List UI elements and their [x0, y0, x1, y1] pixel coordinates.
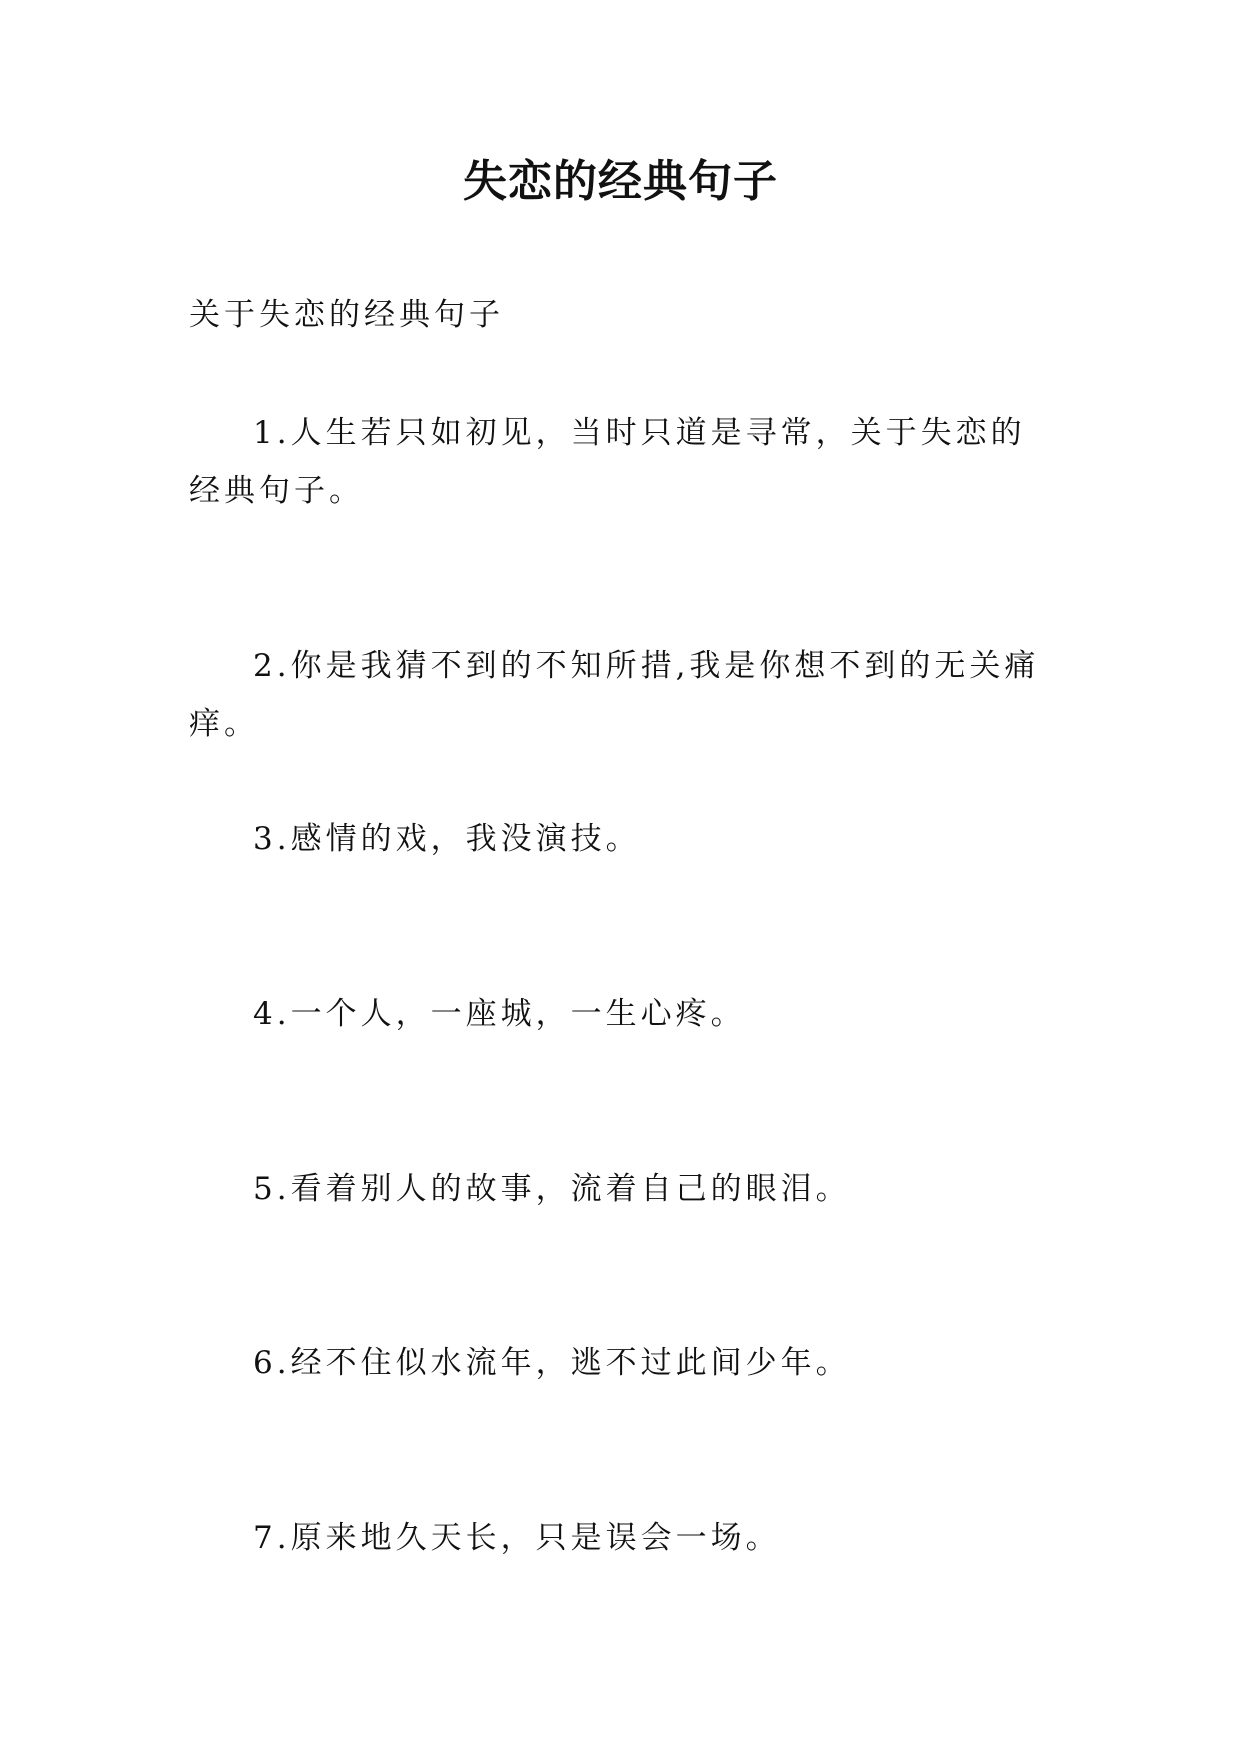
list-item: 4.一个人，一座城，一生心疼。 [253, 996, 746, 1032]
list-item: 3.感情的戏，我没演技。 [253, 821, 641, 857]
list-item: 7.原来地久天长，只是误会一场。 [253, 1520, 781, 1556]
list-item: 6.经不住似水流年，逃不过此间少年。 [253, 1345, 851, 1381]
page-title: 失恋的经典句子 [463, 156, 778, 207]
list-item: 2.你是我猜不到的不知所措,我是你想不到的无关痛痒。 [189, 648, 1040, 742]
list-item: 5.看着别人的故事，流着自己的眼泪。 [253, 1171, 851, 1207]
document-subtitle: 关于失恋的经典句子 [189, 297, 504, 333]
list-item: 1.人生若只如初见，当时只道是寻常，关于失恋的经典句子。 [189, 415, 1026, 509]
